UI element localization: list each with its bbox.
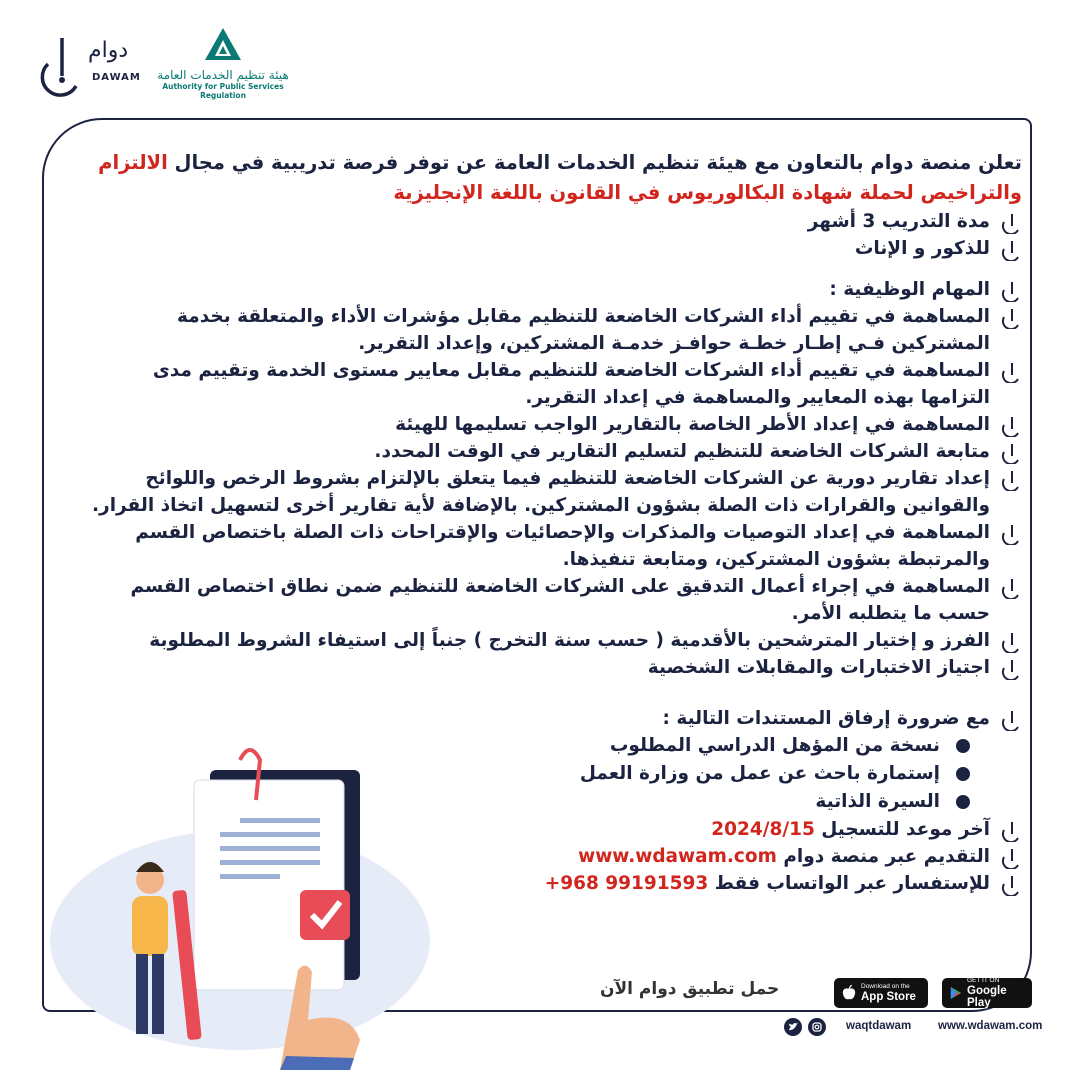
dawam-bullet-icon	[1000, 361, 1022, 383]
social-handle[interactable]: waqtdawam	[846, 1020, 912, 1032]
duty-item	[82, 519, 1022, 573]
dawam-bullet-icon	[1000, 523, 1022, 545]
gender-text: للذكور و الإناث	[854, 238, 990, 259]
footer-website-link[interactable]: www.wdawam.com	[938, 1020, 1043, 1032]
dawam-bullet-icon	[1000, 239, 1022, 261]
dawam-bullet-icon	[1000, 874, 1022, 896]
app-store-small: Download on the	[861, 983, 910, 990]
dawam-bullet-icon	[1000, 631, 1022, 653]
gender-line	[82, 235, 1022, 262]
intro-highlight: الالتزام والتراخيص لحملة شهادة البكالوريوس في القانون باللغة الإنجليزية	[98, 151, 1022, 204]
dawam-bullet-icon	[1000, 280, 1022, 302]
dawam-bullet-icon	[1000, 212, 1022, 234]
duty-item	[82, 654, 1022, 681]
dawam-bullet-icon	[1000, 709, 1022, 731]
deadline-line	[82, 816, 1022, 843]
duty-text: اجتياز الاختبارات والمقابلات الشخصية	[647, 657, 990, 678]
authority-triangle-icon	[203, 26, 243, 62]
google-play-small: GET IT ON	[967, 977, 1000, 984]
announcement-content	[82, 148, 1022, 897]
dawam-bullet-icon	[1000, 820, 1022, 842]
duration-line	[82, 208, 1022, 235]
apply-url-link[interactable]: www.wdawam.com	[578, 846, 777, 867]
duty-item	[82, 438, 1022, 465]
duty-text: المساهمة في تقييم أداء الشركات الخاضعة للتنظيم مقابل معايير مستوى الخدمة وتقييم مدى التزامها بهذه المعايير والمساهمة في إعداد التقرير.	[152, 360, 990, 408]
document-item: إستمارة باحث عن عمل من وزارة العمل	[82, 760, 1022, 788]
twitter-icon[interactable]	[784, 1018, 802, 1036]
dawam-mark-icon	[40, 34, 90, 98]
duty-text: إعداد تقارير دورية عن الشركات الخاضعة للتنظيم فيما يتعلق بالإلتزام بشروط الرخص واللوائح والقوانين والقرارات ذات الصلة بشؤون المشتركين. بالإضافة لأية تقارير أخرى لتسهيل اتخاذ القرار.	[92, 468, 990, 516]
documents-list	[82, 732, 1022, 816]
google-play-button[interactable]	[942, 978, 1032, 1008]
google-play-big: Google Play	[967, 985, 1007, 1009]
intro-text: تعلن منصة دوام بالتعاون مع هيئة تنظيم الخدمات العامة عن توفر فرصة تدريبية في مجال	[167, 151, 1022, 174]
dawam-logo-ar: دوام	[88, 38, 129, 63]
dawam-bullet-icon	[1000, 847, 1022, 869]
duration-text: مدة التدريب 3 أشهر	[807, 211, 990, 232]
dawam-bullet-icon	[1000, 469, 1022, 491]
authority-logo	[148, 26, 298, 100]
duty-item	[82, 627, 1022, 654]
google-play-icon	[950, 985, 962, 1001]
duties-heading	[82, 276, 1022, 303]
apply-line	[82, 843, 1022, 870]
intro-paragraph	[82, 148, 1022, 208]
deadline-label: آخر موعد للتسجيل	[814, 819, 990, 840]
dawam-logo	[40, 34, 150, 104]
duty-item	[82, 573, 1022, 627]
duty-text: الفرز و إختيار المترشحين بالأقدمية ( حسب سنة التخرج ) جنباً إلى استيفاء الشروط المطلوبة	[149, 630, 990, 651]
whatsapp-line	[82, 870, 1022, 897]
duty-item	[82, 303, 1022, 357]
dawam-logo-en: DAWAM	[92, 72, 141, 83]
duty-item	[82, 465, 1022, 519]
dawam-bullet-icon	[1000, 307, 1022, 329]
apply-label: التقديم عبر منصة دوام	[776, 846, 990, 867]
authority-name-ar: هيئة تنظيم الخدمات العامة	[157, 68, 289, 82]
dawam-bullet-icon	[1000, 658, 1022, 680]
download-app-label: حمل تطبيق دوام الآن	[600, 979, 780, 999]
duty-item	[82, 411, 1022, 438]
instagram-icon[interactable]	[808, 1018, 826, 1036]
duty-text: المساهمة في إجراء أعمال التدقيق على الشركات الخاضعة للتنظيم ضمن نطاق اختصاص القسم حسب ما يتطلبه الأمر.	[130, 576, 990, 624]
documents-heading-text: مع ضرورة إرفاق المستندات التالية :	[662, 708, 990, 729]
app-store-button[interactable]	[834, 978, 928, 1008]
duties-heading-text: المهام الوظيفية :	[829, 279, 990, 300]
apple-icon	[842, 985, 856, 1001]
duty-text: المساهمة في تقييم أداء الشركات الخاضعة للتنظيم مقابل مؤشرات الأداء والمتعلقة بخدمة المشتركين فـي إطـار خطـة حوافـز خدمـة المشتركين، وإعداد التقرير.	[177, 306, 990, 354]
duty-text: متابعة الشركات الخاضعة للتنظيم لتسليم التقارير في الوقت المحدد.	[374, 441, 990, 462]
dawam-bullet-icon	[1000, 577, 1022, 599]
app-store-big: App Store	[861, 991, 916, 1003]
dawam-bullet-icon	[1000, 415, 1022, 437]
dawam-bullet-icon	[1000, 442, 1022, 464]
documents-heading	[82, 705, 1022, 732]
duty-item	[82, 357, 1022, 411]
deadline-value: 2024/8/15	[711, 819, 815, 840]
duty-text: المساهمة في إعداد التوصيات والمذكرات والإحصائيات والإقتراحات ذات الصلة باختصاص القسم والمرتبطة بشؤون المشتركين، ومتابعة تنفيذها.	[135, 522, 990, 570]
document-item: نسخة من المؤهل الدراسي المطلوب	[82, 732, 1022, 760]
whatsapp-number-link[interactable]: +968 99191593	[544, 873, 709, 894]
document-item: السيرة الذاتية	[82, 788, 1022, 816]
authority-name-en: Authority for Public Services Regulation	[162, 82, 284, 100]
duty-text: المساهمة في إعداد الأطر الخاصة بالتقارير الواجب تسليمها للهيئة	[395, 414, 990, 435]
whatsapp-label: للإستفسار عبر الواتساب فقط	[708, 873, 990, 894]
